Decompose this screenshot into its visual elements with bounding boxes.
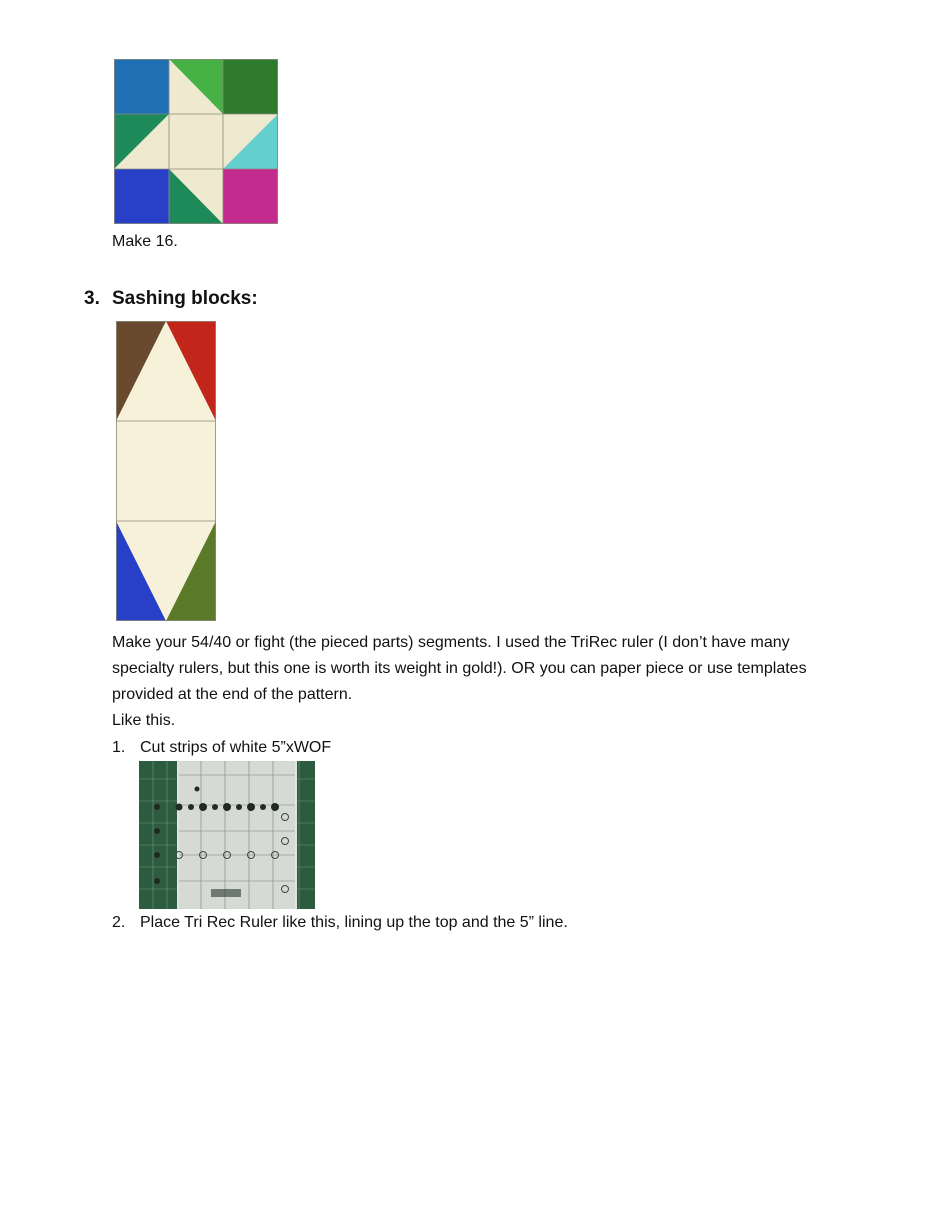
patch-cream-center (169, 114, 223, 169)
sash-middle-cream (116, 421, 216, 521)
paragraph-line-2: specialty rulers, but this one is worth its weight in gold!). OR you can paper piece or use templates (112, 660, 807, 677)
like-this-text: Like this. (112, 712, 176, 729)
paragraph-line-3: provided at the end of the pattern. (112, 686, 353, 703)
step-1-text: Cut strips of white 5”xWOF (140, 739, 332, 756)
section-number: 3. (84, 288, 100, 309)
section-title: Sashing blocks: (112, 288, 258, 309)
step-2-number: 2. (112, 914, 126, 931)
ruler-body (179, 761, 295, 909)
ruler-photo (139, 761, 315, 909)
block-caption: Make 16. (112, 233, 178, 250)
quilt-block-image (114, 59, 278, 224)
patch-royal-blue (114, 169, 169, 224)
paragraph-line-1: Make your 54/40 or fight (the pieced parts) segments. I used the TriRec ruler (I don’t have many (112, 634, 790, 651)
patch-dark-green (223, 59, 278, 114)
step-2-text: Place Tri Rec Ruler like this, lining up the top and the 5” line. (140, 914, 568, 931)
step-1-number: 1. (112, 739, 126, 756)
patch-blue (114, 59, 169, 114)
patch-magenta (223, 169, 278, 224)
sashing-block-image (116, 321, 216, 621)
